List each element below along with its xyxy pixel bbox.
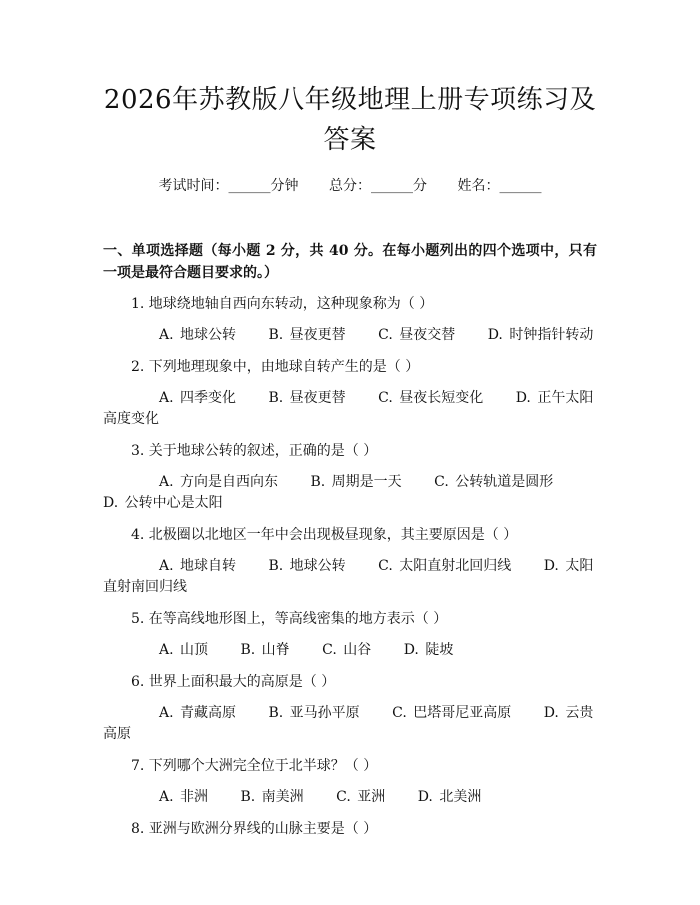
option-c: C. 亚洲 [336, 789, 386, 805]
question-options [103, 640, 597, 661]
option-b: B. 昼夜更替 [268, 390, 346, 406]
option-d: D. 云贵高原 [103, 705, 594, 742]
question-options [103, 388, 597, 430]
option-a: A. 四季变化 [159, 390, 237, 406]
question-stem: 1. 地球绕地轴自西向东转动，这种现象称为（ ） [131, 296, 434, 312]
question-options [103, 472, 597, 514]
exam-total-score: 总分：______分 [329, 178, 427, 194]
option-b: B. 昼夜更替 [268, 327, 346, 343]
option-d: D. 北美洲 [417, 789, 482, 805]
option-c: C. 昼夜长短变化 [378, 390, 484, 406]
question-options [103, 325, 597, 346]
option-c: C. 太阳直射北回归线 [378, 558, 512, 574]
question-options [103, 556, 597, 598]
question-stem: 8. 亚洲与欧洲分界线的山脉主要是（ ） [131, 821, 378, 837]
option-a: A. 方向是自西向东 [159, 474, 279, 490]
option-d: D. 陡坡 [403, 642, 454, 658]
option-b: B. 周期是一天 [310, 474, 402, 490]
question-options [103, 787, 597, 808]
question-stem: 2. 下列地理现象中，由地球自转产生的是（ ） [131, 359, 420, 375]
question-list [103, 294, 597, 840]
option-b: B. 地球公转 [268, 558, 346, 574]
option-c: C. 山谷 [322, 642, 372, 658]
option-d: D. 太阳直射南回归线 [103, 558, 594, 595]
option-b: B. 亚马孙平原 [268, 705, 360, 721]
option-c: C. 昼夜交替 [378, 327, 456, 343]
exam-meta [103, 176, 597, 196]
section-title: 一、单项选择题（每小题 2 分，共 40 分。在每小题列出的四个选项中，只有一项是最符合题目要求的。） [103, 243, 597, 281]
option-c: C. 公转轨道是圆形 [434, 474, 554, 490]
option-b: B. 山脊 [240, 642, 290, 658]
option-a: A. 地球自转 [159, 558, 237, 574]
question-stem: 6. 世界上面积最大的高原是（ ） [131, 674, 336, 690]
option-a: A. 非洲 [159, 789, 209, 805]
option-b: B. 南美洲 [240, 789, 304, 805]
question-stem: 3. 关于地球公转的叙述，正确的是（ ） [131, 443, 378, 459]
question-options [103, 703, 597, 745]
option-d: D. 时钟指针转动 [487, 327, 594, 343]
student-name-field: 姓名：______ [457, 178, 542, 194]
option-d: D. 正午太阳高度变化 [103, 390, 594, 427]
option-c: C. 巴塔哥尼亚高原 [392, 705, 512, 721]
option-a: A. 地球公转 [159, 327, 237, 343]
page-title: 2026年苏教版八年级地理上册专项练习及答案 [103, 85, 597, 155]
question-stem: 7. 下列哪个大洲完全位于北半球？（ ） [131, 758, 378, 774]
exam-time: 考试时间：______分钟 [158, 178, 299, 194]
question-stem: 5. 在等高线地形图上，等高线密集的地方表示（ ） [131, 611, 448, 627]
question-stem: 4. 北极圈以北地区一年中会出现极昼现象，其主要原因是（ ） [131, 527, 518, 543]
option-d: D. 公转中心是太阳 [103, 495, 223, 511]
option-a: A. 青藏高原 [159, 705, 237, 721]
option-a: A. 山顶 [159, 642, 209, 658]
